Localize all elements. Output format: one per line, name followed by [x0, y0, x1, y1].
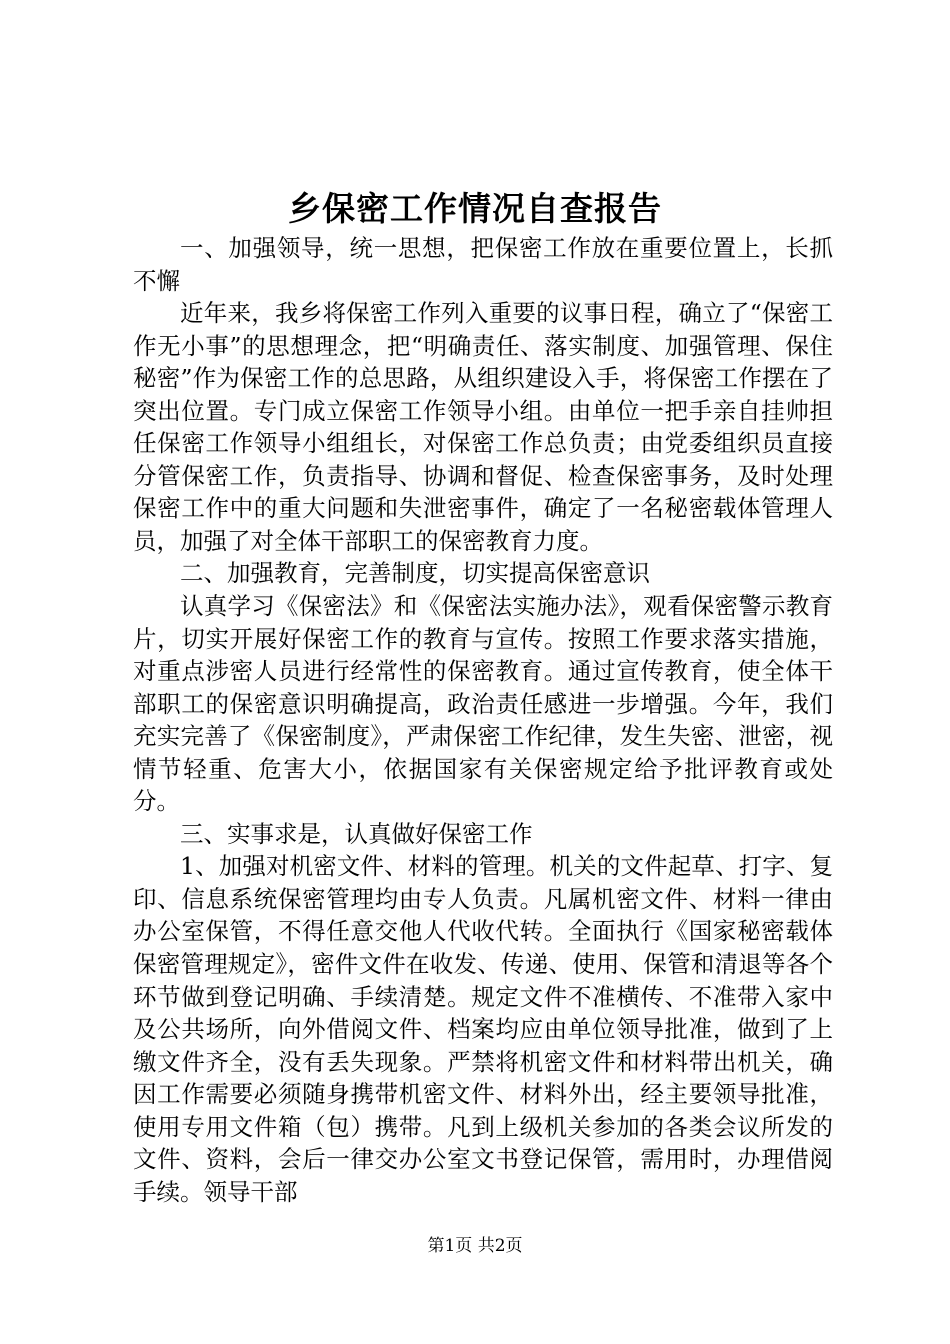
document-body: [133, 232, 833, 1208]
section-heading-2: 二、加强教育，完善制度，切实提高保密意识: [180, 559, 650, 588]
body-paragraph-1: 近年来，我乡将保密工作列入重要的议事日程，确立了“保密工作无小事”的思想理念，把“明确责任、落实制度、加强管理、保住秘密”作为保密工作的总思路，从组织建设入手，将保密工作摆在了突出位置。专门成立保密工作领导小组。由单位一把手亲自挂帅担任保密工作领导小组组长，对保密工作总负责；由党委组织员直接分管保密工作，负责指导、协调和督促、检查保密事务，及时处理保密工作中的重大问题和失泄密事件，确定了一名秘密载体管理人员，加强了对全体干部职工的保密教育力度。: [133, 299, 833, 555]
section-heading-1: 一、加强领导，统一思想，把保密工作放在重要位置上，长抓不懈: [133, 234, 833, 295]
document-title: 乡保密工作情况自查报告: [288, 189, 662, 228]
body-paragraph-2: 认真学习《保密法》和《保密法实施办法》，观看保密警示教育片，切实开展好保密工作的教育与宣传。按照工作要求落实措施，对重点涉密人员进行经常性的保密教育。通过宣传教育，使全体干部职工的保密意识明确提高，政治责任感进一步增强。今年，我们充实完善了《保密制度》，严肃保密工作纪律，发生失密、泄密，视情节轻重、危害大小，依据国家有关保密规定给予批评教育或处分。: [133, 592, 833, 816]
body-paragraph-3: 1、加强对机密文件、材料的管理。机关的文件起草、打字、复印、信息系统保密管理均由专人负责。凡属机密文件、材料一律由办公室保管，不得任意交他人代收代转。全面执行《国家秘密载体保密管理规定》，密件文件在收发、传递、使用、保管和清退等各个环节做到登记明确、手续清楚。规定文件不准横传、不准带入家中及公共场所，向外借阅文件、档案均应由单位领导批准，做到了上缴文件齐全，没有丢失现象。严禁将机密文件和材料带出机关，确因工作需要必须随身携带机密文件、材料外出，经主要领导批准，使用专用文件箱（包）携带。凡到上级机关参加的各类会议所发的文件、资料，会后一律交办公室文书登记保管，需用时，办理借阅手续。领导干部: [133, 852, 833, 1206]
section-heading-3: 三、实事求是，认真做好保密工作: [180, 819, 533, 848]
page-footer: 第1页 共2页: [427, 1236, 523, 1256]
